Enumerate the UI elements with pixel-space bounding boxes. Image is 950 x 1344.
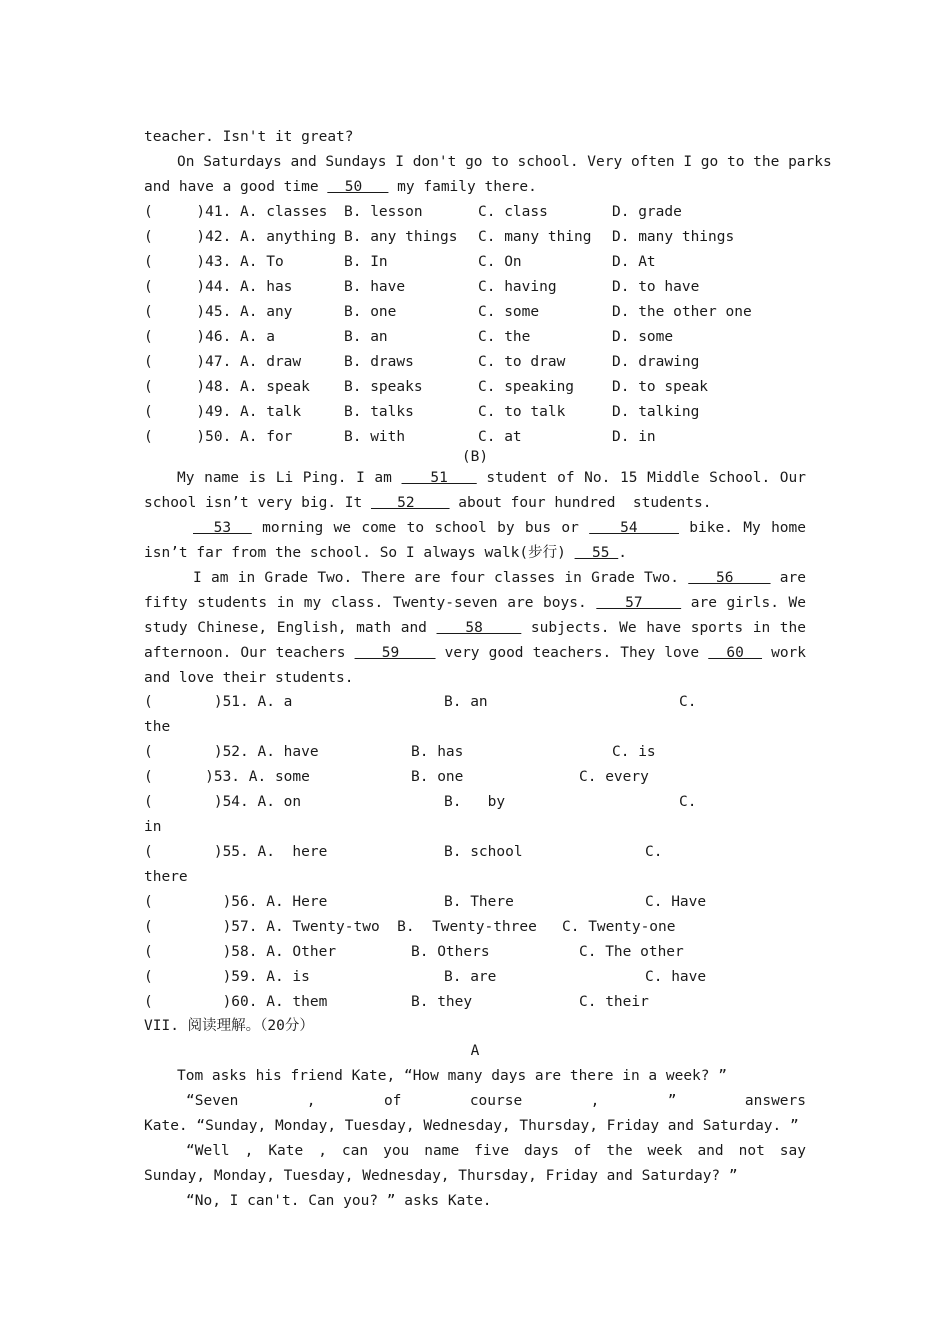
option-c-text: in [144,819,162,835]
passage-line: isn’t far from the school. So I always walk(步行) 55 . [144,545,627,561]
passage-line: “Seven , of course , ” answers [186,1093,806,1109]
blank-57[interactable]: 57 [596,595,682,611]
question-57[interactable]: ( )57. A. Twenty-two B. Twenty-three [144,919,537,935]
option-c[interactable]: C. Twenty-one [562,919,676,935]
question-56[interactable]: ( )56. A. Here [144,894,328,910]
passage-line: teacher. Isn't it great? [144,129,354,145]
option-b[interactable]: B. one [411,769,464,785]
option-c[interactable]: C. have [645,969,707,985]
blank-55[interactable]: 55 [574,545,619,561]
question-59[interactable]: ( )59. A. is [144,969,310,985]
question-58[interactable]: ( )58. A. Other [144,944,337,960]
blank-50[interactable]: 50 [327,179,389,195]
passage-line: On Saturdays and Sundays I don't go to school. Very often I go to the parks [177,154,832,170]
option-c[interactable]: C. The other [579,944,684,960]
passage-line: school isn’t very big. It 52 about four hundred students. [144,495,712,511]
option-c-text: the [144,719,171,735]
option-b[interactable]: B. are [444,969,497,985]
passage-line: 53 morning we come to school by bus or 54 bike. My home [193,520,806,536]
question-55[interactable]: ( )55. A. here [144,844,328,860]
passage-line: and love their students. [144,670,354,686]
question-53[interactable]: ( )53. A. some [144,769,310,785]
blank-56[interactable]: 56 [688,570,771,586]
blank-52[interactable]: 52 [370,495,450,511]
passage-line: fifty students in my class. Twenty-seven are boys. 57 are girls. We [144,595,807,611]
question-51[interactable]: ( )51. A. a [144,694,293,710]
passage-line: I am in Grade Two. There are four classes in Grade Two. 56 are [193,570,806,586]
passage-line: Kate. “Sunday, Monday, Tuesday, Wednesday, Thursday, Friday and Saturday. ” [144,1118,799,1134]
option-c-text: there [144,869,188,885]
passage-line: “Well , Kate , can you name five days of the week and not say [186,1143,806,1159]
passage-line: afternoon. Our teachers 59 very good teachers. They love 60 work [144,645,807,661]
section-heading-b: (B) [461,449,489,465]
option-c[interactable]: C. [679,794,697,810]
option-b[interactable]: B. an [444,694,488,710]
section-title: VII. 阅读理解。（20分） [144,1018,314,1034]
blank-53[interactable]: 53 [193,520,252,536]
passage-line: and have a good time 50 my family there. [144,179,537,195]
option-b[interactable]: B. school [444,844,523,860]
option-c[interactable]: C. is [612,744,656,760]
option-b[interactable]: B. by [444,794,506,810]
passage-line: Sunday, Monday, Tuesday, Wednesday, Thursday, Friday and Saturday? ” [144,1168,738,1184]
question-54[interactable]: ( )54. A. on [144,794,302,810]
option-b[interactable]: B. There [444,894,514,910]
option-c[interactable]: C. Have [645,894,707,910]
option-b[interactable]: B. they [411,994,473,1010]
option-b[interactable]: B. has [411,744,464,760]
question-52[interactable]: ( )52. A. have [144,744,319,760]
option-c[interactable]: C. [645,844,663,860]
question-60[interactable]: ( )60. A. them [144,994,328,1010]
passage-line: My name is Li Ping. I am 51 student of No. 15 Middle School. Our [177,470,806,486]
blank-60[interactable]: 60 [708,645,763,661]
option-c[interactable]: C. every [579,769,649,785]
blank-51[interactable]: 51 [401,470,477,486]
option-b[interactable]: B. Others [411,944,490,960]
blank-59[interactable]: 59 [354,645,436,661]
blank-58[interactable]: 58 [436,620,522,636]
passage-line: study Chinese, English, math and 58 subjects. We have sports in the [144,620,806,636]
passage-line: “No, I can't. Can you? ” asks Kate. [186,1193,492,1209]
option-c[interactable]: C. their [579,994,649,1010]
passage-line: Tom asks his friend Kate, “How many days are there in a week? ” [177,1068,727,1084]
subsection-heading: A [470,1043,480,1059]
option-c[interactable]: C. [679,694,697,710]
blank-54[interactable]: 54 [589,520,679,536]
